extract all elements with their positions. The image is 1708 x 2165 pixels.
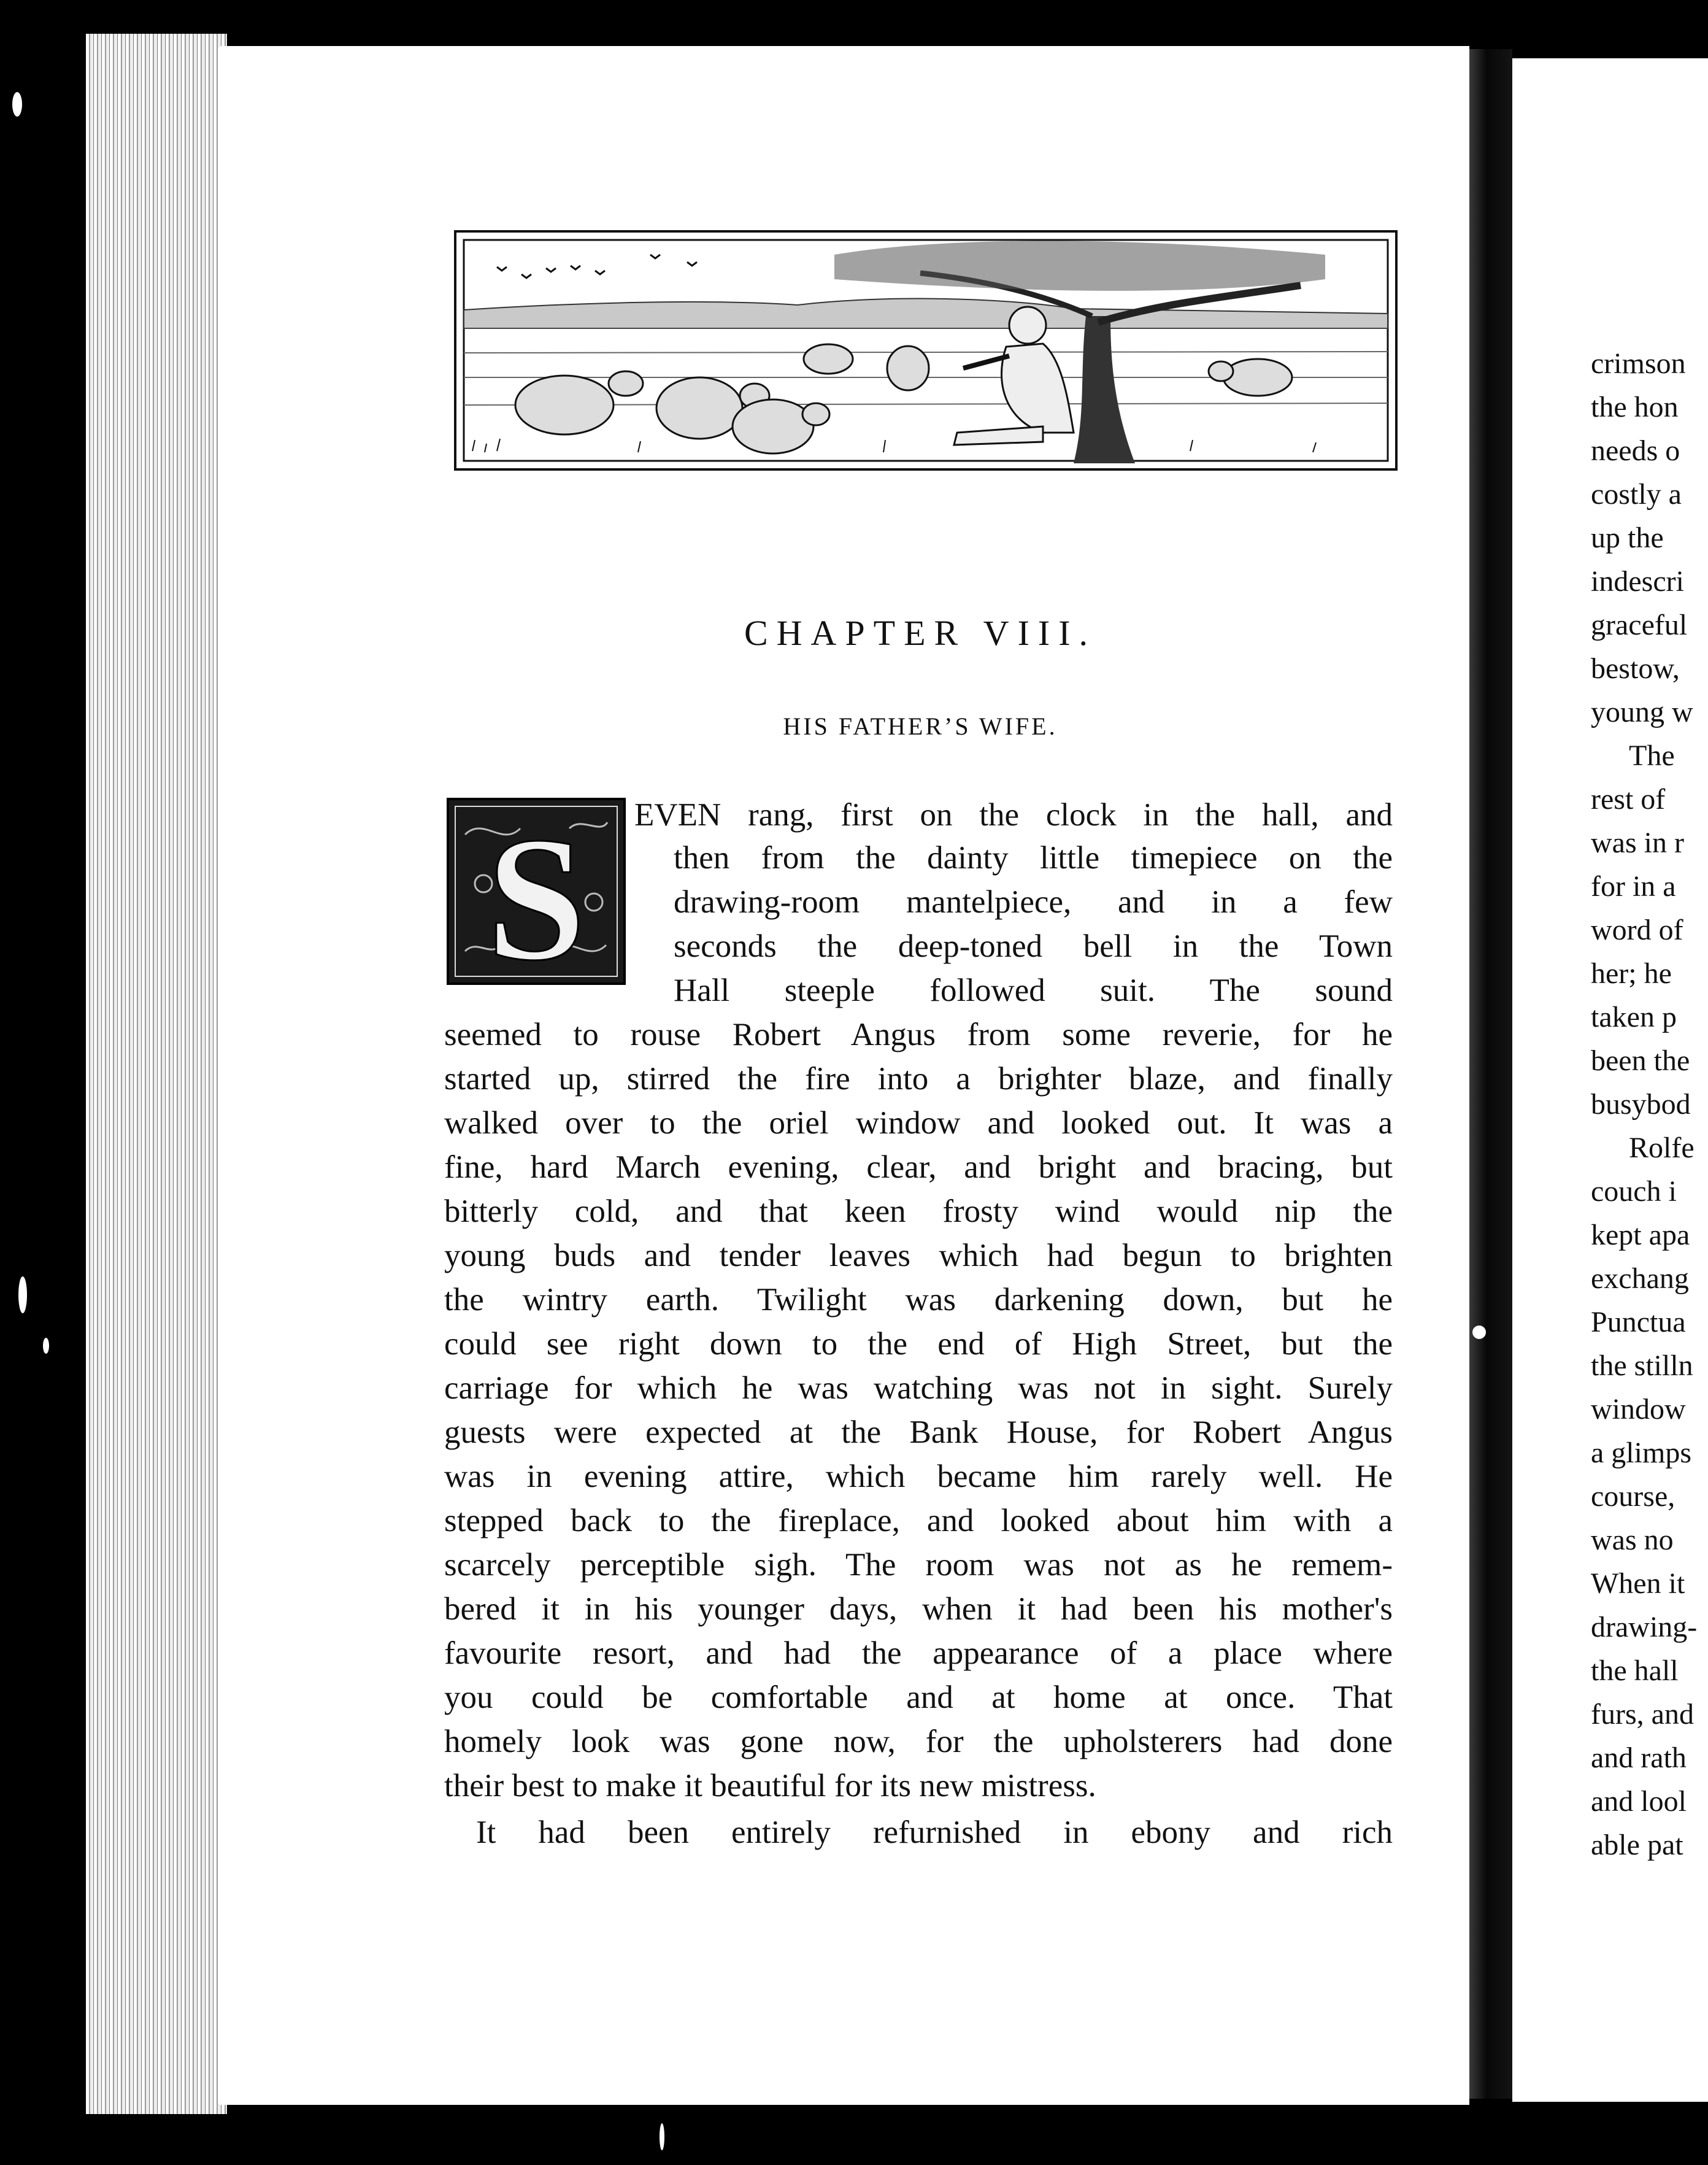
text-line-fragment: costly a [1591, 478, 1682, 511]
text-line-fragment: a glimps [1591, 1437, 1691, 1469]
text-line-fragment: Rolfe [1629, 1132, 1695, 1164]
chapter-title: CHAPTER VIII. [744, 613, 1097, 653]
text-line: Hall steeple followed suit. The sound [674, 973, 1393, 1008]
text-line: was in evening attire, which became him rarely well. He [444, 1459, 1393, 1494]
text-line: seconds the deep-toned bell in the Town [674, 928, 1393, 964]
text-line: the wintry earth. Twilight was darkening down, but he [444, 1282, 1393, 1318]
text-line-fragment: able pat [1591, 1829, 1683, 1861]
text-line: then from the dainty little timepiece on the [674, 840, 1393, 876]
text-line-fragment: exchang [1591, 1262, 1689, 1295]
text-line-fragment: drawing- [1591, 1611, 1698, 1643]
text-line-fragment: graceful [1591, 609, 1688, 641]
text-line-fragment: taken p [1591, 1001, 1677, 1033]
text-line-fragment: course, [1591, 1480, 1675, 1513]
dust-speck [12, 92, 22, 117]
text-line: It had been entirely refurnished in ebony and rich [476, 1815, 1393, 1850]
text-line: homely look was gone now, for the upholsterers had done [444, 1724, 1393, 1759]
text-line: favourite resort, and had the appearance of a place where [444, 1635, 1393, 1671]
text-line: could see right down to the end of High Street, but the [444, 1326, 1393, 1362]
text-line-fragment: The [1629, 739, 1675, 772]
text-line: stepped back to the fireplace, and looked about him with a [444, 1503, 1393, 1538]
text-line: you could be comfortable and at home at once. That [444, 1680, 1393, 1715]
text-line-fragment: up the [1591, 522, 1664, 554]
text-line: scarcely perceptible sigh. The room was not as he remem- [444, 1547, 1393, 1583]
text-line-fragment: was in r [1591, 827, 1684, 859]
text-line-fragment: her; he [1591, 957, 1672, 990]
text-line: bered it in his younger days, when it had been his mother's [444, 1591, 1393, 1627]
text-line-fragment: and rath [1591, 1742, 1687, 1774]
dust-speck [1472, 1326, 1486, 1339]
text-line-fragment: been the [1591, 1044, 1690, 1077]
text-line: carriage for which he was watching was not in sight. Surely [444, 1370, 1393, 1406]
chapter-header-illustration [454, 230, 1398, 471]
text-line: started up, stirred the fire into a brighter blaze, and finally [444, 1061, 1393, 1097]
text-line-fragment: couch i [1591, 1175, 1677, 1208]
text-line: walked over to the oriel window and looked out. It was a [444, 1105, 1393, 1141]
text-line-fragment: needs o [1591, 434, 1680, 467]
page-block-edges [86, 34, 227, 2114]
text-line-fragment: rest of [1591, 783, 1666, 816]
text-line-fragment: the hall [1591, 1654, 1679, 1687]
text-line-fragment: for in a [1591, 870, 1676, 903]
drop-cap-ornament [447, 798, 626, 985]
text-line: seemed to rouse Robert Angus from some reverie, for he [444, 1017, 1393, 1052]
text-line-fragment: When it [1591, 1567, 1685, 1600]
dust-speck [18, 1276, 27, 1313]
drop-cap-letter: S [487, 800, 586, 985]
text-line-fragment: window [1591, 1393, 1686, 1426]
text-line-fragment: was no [1591, 1524, 1674, 1556]
text-line-fragment: Punctua [1591, 1306, 1686, 1338]
chapter-subtitle: HIS FATHER’S WIFE. [783, 712, 1058, 740]
dust-speck [660, 2123, 664, 2150]
text-line-fragment: word of [1591, 914, 1683, 946]
text-line-fragment: crimson [1591, 347, 1686, 380]
text-line: fine, hard March evening, clear, and bright and bracing, but [444, 1149, 1393, 1185]
text-line-fragment: the stilln [1591, 1349, 1693, 1382]
text-line: their best to make it beautiful for its new mistress. [444, 1768, 1096, 1804]
text-line-fragment: and lool [1591, 1785, 1687, 1818]
text-line: bitterly cold, and that keen frosty wind would nip the [444, 1194, 1393, 1229]
text-line-fragment: furs, and [1591, 1698, 1694, 1731]
text-line-fragment: kept apa [1591, 1219, 1690, 1251]
text-line-fragment: young w [1591, 696, 1693, 728]
text-line: drawing-room mantelpiece, and in a few [674, 884, 1393, 920]
text-line-fragment: indescri [1591, 565, 1684, 598]
text-line-fragment: bestow, [1591, 652, 1680, 685]
dust-speck [43, 1338, 49, 1354]
text-line: EVEN rang, first on the clock in the hall, and [634, 797, 1393, 833]
book-gutter [1469, 49, 1512, 2099]
text-line-fragment: the hon [1591, 391, 1679, 423]
text-line: guests were expected at the Bank House, for Robert Angus [444, 1414, 1393, 1450]
text-line: young buds and tender leaves which had begun to brighten [444, 1238, 1393, 1273]
text-line-fragment: busybod [1591, 1088, 1691, 1121]
